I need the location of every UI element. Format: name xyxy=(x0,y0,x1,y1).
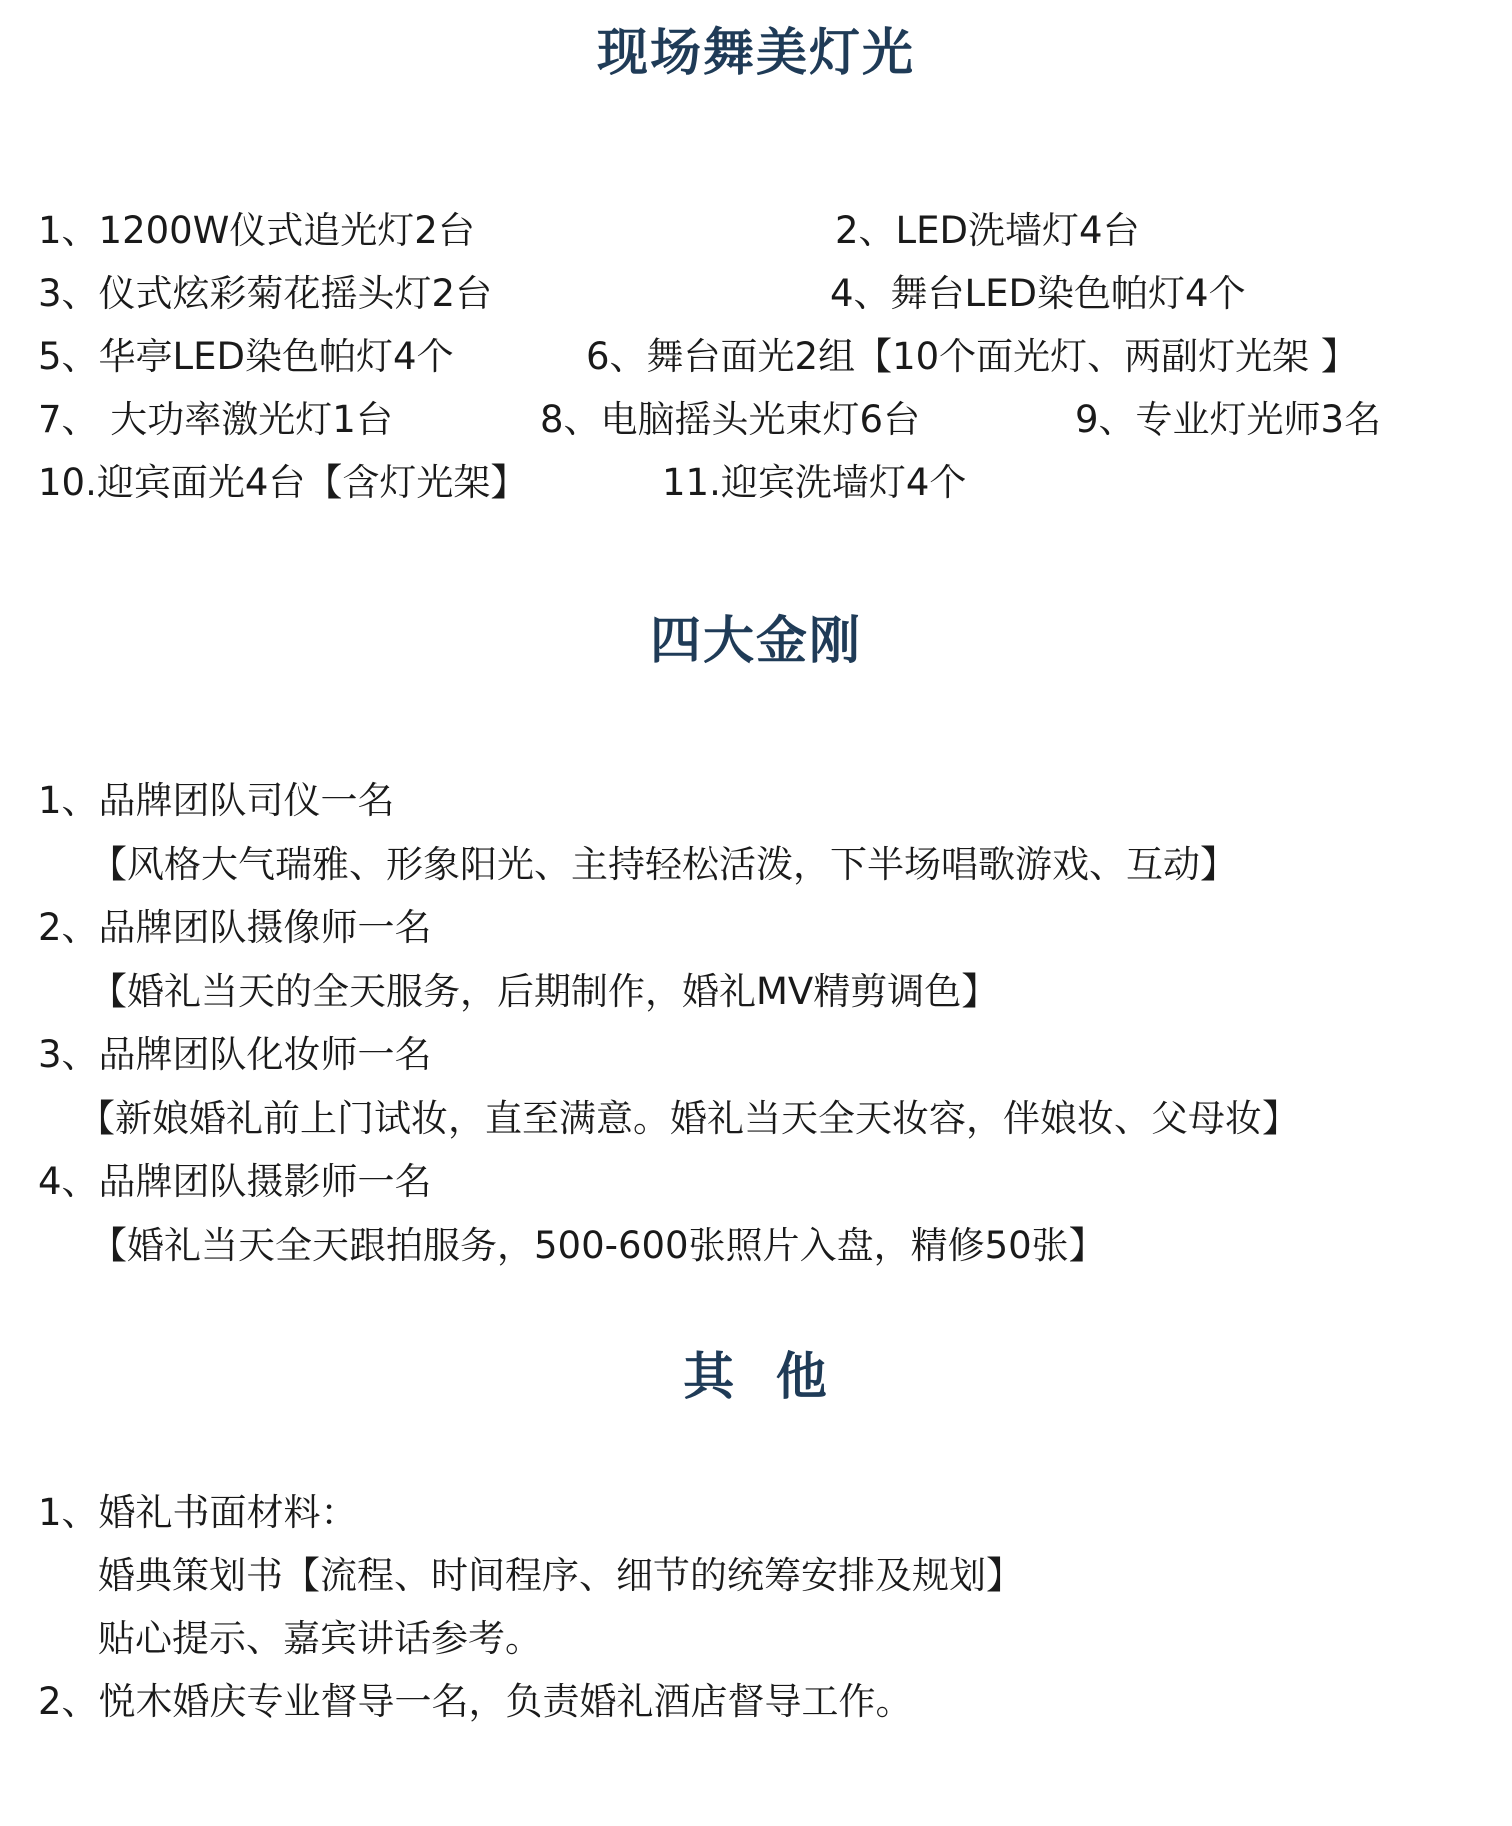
team-item-4-detail: 【婚礼当天全天跟拍服务，500-600张照片入盘，精修50张】 xyxy=(90,1224,1106,1267)
lighting-item-11: 11.迎宾洗墙灯4个 xyxy=(662,461,967,504)
lighting-item-8: 8、电脑摇头光束灯6台 xyxy=(540,398,921,441)
team-item-2-detail: 【婚礼当天的全天服务，后期制作，婚礼MV精剪调色】 xyxy=(90,970,999,1013)
lighting-item-3: 3、仪式炫彩菊花摇头灯2台 xyxy=(38,272,493,315)
other-item-1-detail-a: 婚典策划书【流程、时间程序、细节的统筹安排及规划】 xyxy=(98,1554,1023,1597)
team-item-1-detail: 【风格大气瑞雅、形象阳光、主持轻松活泼，下半场唱歌游戏、互动】 xyxy=(90,843,1237,886)
team-item-4: 4、品牌团队摄影师一名 xyxy=(38,1160,432,1203)
lighting-item-2: 2、LED洗墙灯4台 xyxy=(835,209,1140,252)
lighting-item-1: 1、1200W仪式追光灯2台 xyxy=(38,209,475,252)
lighting-item-7: 7、 大功率激光灯1台 xyxy=(38,398,393,441)
lighting-item-5: 5、华亭LED染色帕灯4个 xyxy=(38,335,454,378)
other-item-2: 2、悦木婚庆专业督导一名，负责婚礼酒店督导工作。 xyxy=(38,1680,913,1723)
other-item-1-detail-b: 贴心提示、嘉宾讲话参考。 xyxy=(98,1617,542,1660)
other-item-1: 1、婚礼书面材料： xyxy=(38,1491,358,1534)
lighting-item-6: 6、舞台面光2组【10个面光灯、两副灯光架 】 xyxy=(586,335,1358,378)
team-item-3: 3、品牌团队化妆师一名 xyxy=(38,1033,432,1076)
team-item-2: 2、品牌团队摄像师一名 xyxy=(38,906,432,949)
lighting-item-4: 4、舞台LED染色帕灯4个 xyxy=(830,272,1246,315)
team-item-3-detail: 【新娘婚礼前上门试妆，直至满意。婚礼当天全天妆容，伴娘妆、父母妆】 xyxy=(78,1097,1299,1140)
section-title-lighting: 现场舞美灯光 xyxy=(596,24,915,83)
section-title-team: 四大金刚 xyxy=(649,612,862,671)
section-title-other: 其 他 xyxy=(683,1348,829,1407)
lighting-item-10: 10.迎宾面光4台【含灯光架】 xyxy=(38,461,528,504)
lighting-item-9: 9、专业灯光师3名 xyxy=(1075,398,1382,441)
team-item-1: 1、品牌团队司仪一名 xyxy=(38,779,395,822)
